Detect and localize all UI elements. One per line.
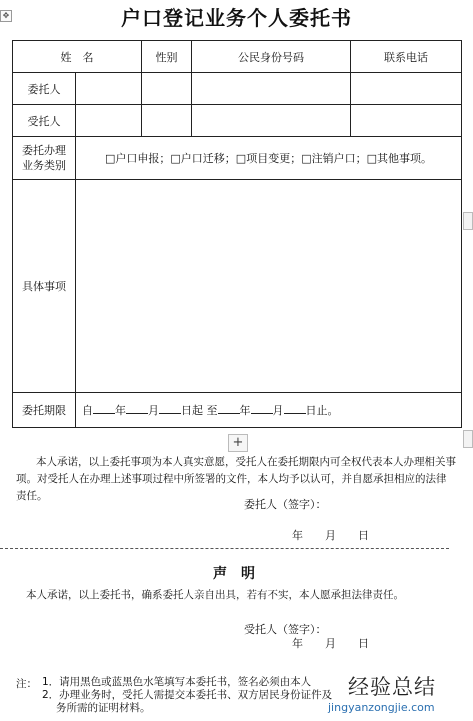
agent-row <box>13 105 462 137</box>
declaration-title: 声 明 <box>213 566 255 582</box>
gender-header: 性别 <box>142 41 192 73</box>
client-date-line: 年 月 日 <box>292 529 369 542</box>
client-phone-cell[interactable] <box>351 73 462 105</box>
client-label: 委托人 <box>13 73 76 105</box>
agent-signature-label: 受托人（签字）： <box>244 623 327 636</box>
resize-handle-icon[interactable] <box>463 212 473 230</box>
period-cell[interactable] <box>76 393 462 428</box>
agent-id-cell[interactable] <box>192 105 351 137</box>
agent-gender-cell[interactable] <box>142 105 192 137</box>
note-item: 1．请用黑色或蓝黑色水笔填写本委托书，签名必须由本人 <box>42 676 312 688</box>
end-month-blank[interactable] <box>251 403 273 414</box>
start-month-blank[interactable] <box>126 403 148 414</box>
client-name-cell[interactable] <box>76 73 142 105</box>
note-item: 务所需的证明材料。 <box>56 702 151 714</box>
commitment-paragraph: 本人承诺，以上委托事项为本人真实意愿，受托人在委托期限内可全权代表本人办理相关事项。对受托人在办理上述事项过程中所签署的文件，本人均予以认可，并自愿承担相应的法律责任。 <box>16 456 456 502</box>
declaration-paragraph: 本人承诺，以上委托书，确系委托人亲自出具，若有不实，本人愿承担法律责任。 <box>26 589 404 601</box>
client-id-cell[interactable] <box>192 73 351 105</box>
note-item: 2．办理业务时，受托人需提交本委托书、双方居民身份证件及 <box>42 689 333 701</box>
category-row <box>13 137 462 180</box>
header-row <box>13 41 462 73</box>
period-row <box>13 393 462 428</box>
period-from: 自 <box>82 404 93 417</box>
period-month-1: 月 <box>148 404 159 417</box>
client-gender-cell[interactable] <box>142 73 192 105</box>
period-year-1: 年 <box>115 404 126 417</box>
matters-row <box>13 180 462 393</box>
period-year-2: 年 <box>239 404 251 417</box>
period-start-to: 日起 至 <box>181 404 218 417</box>
section-divider <box>0 548 449 549</box>
end-year-blank[interactable] <box>218 403 240 414</box>
agent-name-cell[interactable] <box>76 105 142 137</box>
name-header: 姓 名 <box>13 41 142 73</box>
id-number-header: 公民身份号码 <box>192 41 351 73</box>
delegation-form-table <box>12 40 462 428</box>
client-row <box>13 73 462 105</box>
period-label: 委托期限 <box>13 393 76 428</box>
agent-phone-cell[interactable] <box>351 105 462 137</box>
agent-label: 受托人 <box>13 105 76 137</box>
start-year-blank[interactable] <box>93 403 115 414</box>
watermark-url: jingyanzongjie.com <box>328 701 435 714</box>
resize-handle-icon[interactable] <box>463 430 473 448</box>
document-title: 户口登记业务个人委托书 <box>121 6 352 30</box>
matters-cell[interactable] <box>76 180 462 393</box>
category-options[interactable]: □户口申报；□户口迁移；□项目变更；□注销户口；□其他事项。 <box>76 137 462 180</box>
phone-header: 联系电话 <box>351 41 462 73</box>
category-label: 委托办理业务类别 <box>13 137 76 180</box>
client-signature-label: 委托人（签字）： <box>244 498 327 511</box>
start-day-blank[interactable] <box>159 403 181 414</box>
notes-label: 注： <box>16 678 37 690</box>
watermark-logo: 经验总结 <box>346 671 438 701</box>
period-month-2: 月 <box>272 404 284 417</box>
matters-label: 具体事项 <box>13 180 76 393</box>
move-handle-icon[interactable]: ✥ <box>0 10 12 22</box>
agent-date-line: 年 月 日 <box>292 637 369 650</box>
period-end: 日止。 <box>305 404 339 417</box>
end-day-blank[interactable] <box>284 403 306 414</box>
add-row-icon[interactable]: + <box>228 434 248 452</box>
